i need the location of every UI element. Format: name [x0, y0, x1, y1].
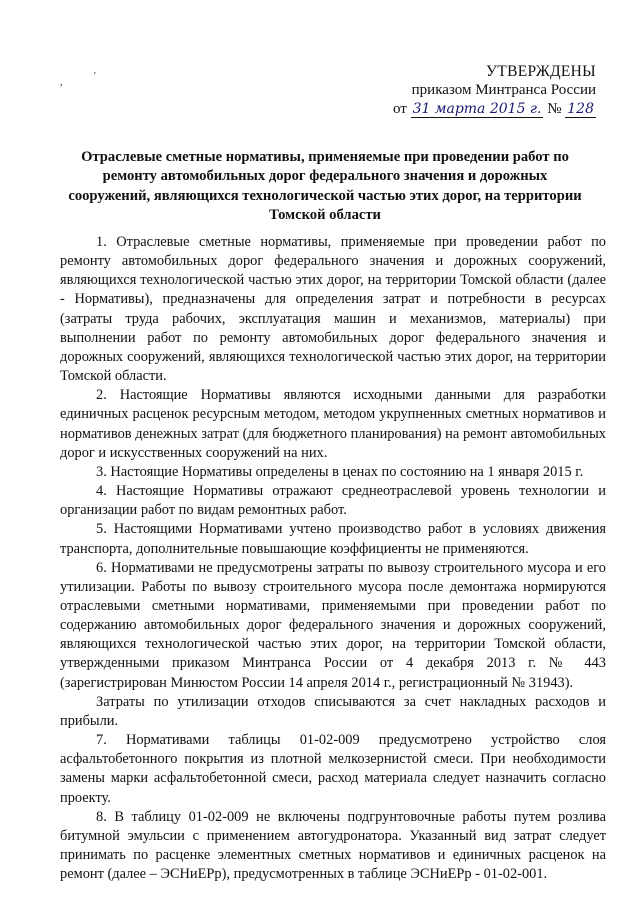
- margin-mark-right: ': [94, 71, 96, 82]
- document-title: Отраслевые сметные нормативы, применяемые при проведении работ по ремонту автомобильных дорог федерального значения и дорожных сооружений, являющихся технологической частью этих дорог, на территории Томской области: [68, 149, 582, 223]
- paragraph-4: 4. Настоящие Нормативы отражают среднеотраслевой уровень технологии и организации работ по видам ремонтных работ.: [60, 483, 606, 519]
- approval-date-prefix: от: [392, 101, 407, 117]
- paragraph-1: 1. Отраслевые сметные нормативы, применяемые при проведении работ по ремонту автомобильных дорог федерального значения и дорожных сооружений, являющихся технологической частью этих дорог, на территории Томской области (далее - Нормативы), предназначены для определения затрат и потребности в ресурсах (затраты труда рабочих, эксплуатация машин и механизмов, материалы) при выполнении работ по ремонту автомобильных дорог федерального значения и дорожных сооружений, являющихся технологической частью этих дорог, на территории Томской области.: [60, 234, 606, 385]
- approval-order-line: приказом Минтранса России: [411, 82, 596, 98]
- approval-date-number-line: [393, 100, 596, 119]
- paragraph-7: 7. Нормативами таблицы 01-02-009 предусмотрено устройство слоя асфальтобетонного покрытия из плотной мелкозернистой смеси. При необходимости замены марки асфальтобетонной смеси, расход материала следует назначить согласно проекту.: [60, 732, 606, 806]
- approval-number-prefix: №: [547, 101, 562, 117]
- paragraph-6: 6. Нормативами не предусмотрены затраты по вывозу строительного мусора и его утилизации. Работы по вывозу строительного мусора после демонтажа нормируются отраслевыми сметными нормативами, применяемыми при проведении работ по содержанию автомобильных дорог федерального значения и дорожных сооружений, являющихся технологической частью этих дорог, на территории Томской области, утвержденными приказом Минтранса России от 4 декабря 2013 г. № 443 (зарегистрирован Минюстом России 14 апреля 2014 г., регистрационный № 31943).: [60, 559, 606, 691]
- paragraph-2: 2. Настоящие Нормативы являются исходными данными для разработки единичных расценок ресурсным методом, методом укрупненных сметных нормативов и нормативов денежных затрат (для бюджетного планирования) на ремонт автомобильных дорог и искусственных сооружений на них.: [60, 387, 606, 461]
- approval-date-handwritten: 31 марта 2015 г.: [412, 101, 542, 117]
- approval-number-handwritten: 128: [567, 101, 594, 117]
- approval-title: УТВЕРЖДЕНЫ: [486, 63, 596, 80]
- document-body: [60, 233, 606, 884]
- paragraph-6-note: Затраты по утилизации отходов списываются за счет накладных расходов и прибыли.: [60, 693, 606, 729]
- approval-block: [393, 62, 596, 119]
- paragraph-8: 8. В таблицу 01-02-009 не включены подгрунтовочные работы путем розлива битумной эмульсии с применением автогудронатора. Указанный вид затрат следует принимать по расценке элементных сметных нормативов и единичных расценок на ремонт (далее – ЭСНиЕРр), предусмотренных в таблице ЭСНиЕРр - 01-02-001.: [60, 808, 606, 883]
- paragraph-5: 5. Настоящими Нормативами учтено производство работ в условиях движения транспорта, дополнительные повышающие коэффициенты не применяются.: [60, 521, 606, 557]
- margin-mark-left: ,: [60, 77, 63, 88]
- paragraph-3: 3. Настоящие Нормативы определены в ценах по состоянию на 1 января 2015 г.: [96, 463, 584, 480]
